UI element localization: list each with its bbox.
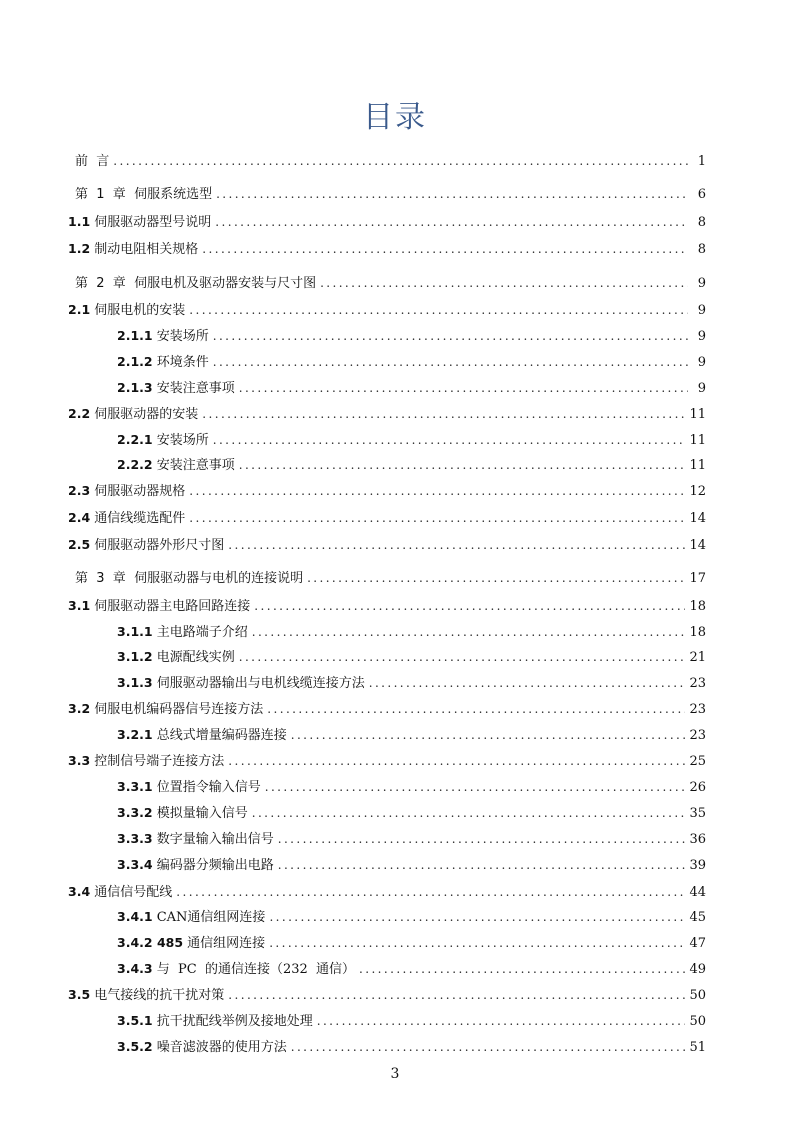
toc-leader-dots (113, 151, 688, 171)
toc-entry-page: 8 (697, 242, 706, 257)
toc-leader-dots (202, 239, 688, 259)
toc-entry-number: 3.3.2 (117, 805, 153, 820)
toc-entry-page: 21 (689, 650, 706, 665)
toc-entry-page: 9 (697, 381, 706, 396)
toc-leader-dots (176, 882, 685, 902)
toc-leader-dots (228, 985, 685, 1005)
toc-entry-label: 安装场所 (152, 433, 209, 448)
toc-entry-label: 制动电阻相关规格 (90, 242, 199, 257)
toc-entry-label: 通信线缆选配件 (90, 511, 186, 526)
toc-entry-page: 18 (689, 625, 706, 640)
toc-entry-number: 2.2.1 (117, 432, 153, 447)
toc-entry-label: 总线式增量编码器连接 (152, 728, 287, 743)
toc-entry-page: 25 (689, 754, 706, 769)
toc-leader-dots (216, 184, 688, 204)
toc-entry-number: 3.1.2 (117, 649, 153, 664)
toc-entry-label: 安装场所 (152, 329, 209, 344)
toc-entry-page: 14 (689, 538, 706, 553)
toc-entry-number: 3.3.4 (117, 857, 153, 872)
toc-entry-label: 伺服驱动器的安装 (90, 407, 199, 422)
toc-leader-dots (189, 481, 685, 501)
toc-entry-label: 位置指令输入信号 (152, 780, 261, 795)
toc-entry-label: 伺服驱动器外形尺寸图 (90, 538, 225, 553)
toc-entry-label: 模拟量输入信号 (152, 806, 248, 821)
toc-entry-number: 2.3 (68, 483, 91, 498)
toc-leader-dots (269, 933, 685, 953)
toc-entry[interactable] (117, 777, 706, 797)
toc-entry-page: 17 (689, 571, 706, 586)
toc-entry-label: 安装注意事项 (152, 458, 235, 473)
toc-entry-page: 23 (689, 728, 706, 743)
toc-entry-label: 电气接线的抗干扰对策 (90, 988, 225, 1003)
toc-entry-page: 45 (689, 910, 706, 925)
toc-leader-dots (239, 378, 688, 398)
toc-entry-number: 3.1.1 (117, 624, 153, 639)
toc-entry-number: 2.2.2 (117, 457, 153, 472)
toc-entry-label: 第 2 章 伺服电机及驱动器安装与尺寸图 (75, 276, 317, 291)
toc-entry-label: 伺服驱动器输出与电机线缆连接方法 (152, 676, 365, 691)
toc-leader-dots (317, 1011, 686, 1031)
toc-entry[interactable] (68, 985, 706, 1005)
toc-entry-page: 47 (689, 936, 706, 951)
toc-entry[interactable] (68, 404, 706, 424)
toc-leader-dots (307, 568, 685, 588)
toc-entry[interactable] (117, 647, 706, 667)
toc-entry-label: 控制信号端子连接方法 (90, 754, 225, 769)
toc-entry-number: 3.4.3 (117, 961, 153, 976)
toc-entry-page: 39 (689, 858, 706, 873)
toc-leader-dots (265, 777, 686, 797)
toc-entry-page: 6 (697, 187, 706, 202)
toc-entry-label: 伺服驱动器规格 (90, 484, 186, 499)
toc-entry-number: 2.1 (68, 302, 91, 317)
toc-entry[interactable] (117, 855, 706, 875)
toc-leader-dots (213, 326, 688, 346)
toc-entry-label: 主电路端子介绍 (152, 625, 248, 640)
toc-entry[interactable] (75, 273, 706, 293)
toc-entry-number: 3.3 (68, 753, 91, 768)
toc-entry-number: 2.2 (68, 406, 91, 421)
toc-entry-page: 44 (689, 885, 706, 900)
toc-entry-number: 2.1.1 (117, 328, 153, 343)
toc-entry-page: 36 (689, 832, 706, 847)
toc-leader-dots (252, 803, 686, 823)
toc-entry[interactable] (68, 699, 706, 719)
toc-entry-number: 3.3.3 (117, 831, 153, 846)
toc-leader-dots (369, 673, 686, 693)
toc-entry[interactable] (68, 212, 706, 232)
toc-entry-page: 23 (689, 702, 706, 717)
toc-leader-dots (239, 455, 686, 475)
toc-entry-page: 8 (697, 215, 706, 230)
toc-entry[interactable] (117, 933, 706, 953)
toc-entry-number: 3.4.2 485 (117, 935, 184, 950)
toc-entry-page: 26 (689, 780, 706, 795)
toc-leader-dots (213, 352, 688, 372)
toc-entry[interactable] (68, 481, 706, 501)
toc-leader-dots (215, 212, 688, 232)
toc-entry-label: 伺服驱动器型号说明 (90, 215, 212, 230)
toc-entry-number: 3.5.1 (117, 1013, 153, 1028)
toc-entry-label: 噪音滤波器的使用方法 (152, 1040, 287, 1055)
toc-entry-page: 14 (689, 511, 706, 526)
toc-entry-page: 50 (689, 1014, 706, 1029)
toc-entry-label: 电源配线实例 (152, 650, 235, 665)
toc-entry-page: 12 (689, 484, 706, 499)
toc-entry-page: 11 (689, 407, 706, 422)
toc-entry[interactable] (75, 151, 706, 171)
toc-entry-label: 伺服电机编码器信号连接方法 (90, 702, 264, 717)
toc-leader-dots (278, 829, 686, 849)
toc-entry[interactable] (117, 430, 706, 450)
toc-entry-label: 环境条件 (152, 355, 209, 370)
toc-entry-number: 3.1.3 (117, 675, 153, 690)
toc-entry-page: 18 (689, 599, 706, 614)
toc-entry[interactable] (117, 673, 706, 693)
toc-entry-label: 第 3 章 伺服驱动器与电机的连接说明 (75, 571, 304, 586)
toc-entry-number: 2.5 (68, 537, 91, 552)
toc-entry-label: 伺服驱动器主电路回路连接 (90, 599, 251, 614)
toc-entry-number: 3.2 (68, 701, 91, 716)
toc-leader-dots (189, 508, 685, 528)
toc-entry-number: 3.1 (68, 598, 91, 613)
toc-entry[interactable] (68, 535, 706, 555)
toc-leader-dots (228, 751, 685, 771)
toc-leader-dots (267, 699, 685, 719)
toc-entry-number: 3.5 (68, 987, 91, 1002)
toc-entry-label: 通信信号配线 (90, 885, 173, 900)
toc-entry[interactable] (117, 378, 706, 398)
toc-entry[interactable] (68, 596, 706, 616)
toc-entry-number: 1.1 (68, 214, 91, 229)
toc-entry-page: 50 (689, 988, 706, 1003)
toc-entry[interactable] (75, 568, 706, 588)
toc-entry[interactable] (117, 326, 706, 346)
toc-entry[interactable] (117, 803, 706, 823)
toc-leader-dots (239, 647, 686, 667)
toc-entry-page: 49 (689, 962, 706, 977)
toc-entry[interactable] (117, 959, 706, 979)
toc-entry[interactable] (117, 455, 706, 475)
toc-entry-number: 3.4.1 (117, 909, 153, 924)
toc-entry-page: 51 (689, 1040, 706, 1055)
toc-entry-label: 伺服电机的安装 (90, 303, 186, 318)
toc-entry-page: 1 (697, 154, 706, 169)
toc-leader-dots (202, 404, 685, 424)
toc-entry-number: 3.3.1 (117, 779, 153, 794)
toc-entry[interactable] (117, 829, 706, 849)
toc-entry-label: 第 1 章 伺服系统选型 (75, 187, 213, 202)
toc-entry[interactable] (117, 1037, 706, 1057)
toc-entry-label: 抗干扰配线举例及接地处理 (152, 1014, 313, 1029)
toc-entry-label: 安装注意事项 (152, 381, 235, 396)
toc-entry-page: 9 (697, 355, 706, 370)
toc-entry[interactable] (68, 239, 706, 259)
toc-entry[interactable] (117, 352, 706, 372)
toc-entry-label: 与 PC 的通信连接（232 通信） (152, 962, 356, 977)
toc-leader-dots (228, 535, 685, 555)
toc-leader-dots (252, 622, 686, 642)
toc-entry-label: 数字量输入输出信号 (152, 832, 274, 847)
toc-entry[interactable] (75, 184, 706, 204)
toc-leader-dots (291, 1037, 686, 1057)
toc-entry-page: 23 (689, 676, 706, 691)
toc-entry-page: 9 (697, 329, 706, 344)
toc-leader-dots (320, 273, 688, 293)
toc-leader-dots (359, 959, 685, 979)
toc-entry-number: 2.4 (68, 510, 91, 525)
toc-leader-dots (291, 725, 686, 745)
toc-leader-dots (189, 300, 688, 320)
toc-entry-label: 前 言 (75, 154, 110, 169)
toc-entry-page: 11 (689, 433, 706, 448)
toc-entry-number: 2.1.3 (117, 380, 153, 395)
toc-entry[interactable] (117, 1011, 706, 1031)
toc-entry-label: 通信组网连接 (183, 936, 266, 951)
toc-leader-dots (213, 430, 686, 450)
toc-title: 目录 (363, 100, 427, 135)
toc-entry-page: 9 (697, 303, 706, 318)
toc-entry-number: 2.1.2 (117, 354, 153, 369)
toc-leader-dots (269, 907, 685, 927)
toc-entry-number: 1.2 (68, 241, 91, 256)
toc-entry-page: 9 (697, 276, 706, 291)
toc-entry[interactable] (117, 725, 706, 745)
toc-leader-dots (254, 596, 685, 616)
toc-entry[interactable] (117, 907, 706, 927)
toc-leader-dots (278, 855, 686, 875)
toc-entry-page: 35 (689, 806, 706, 821)
toc-entry[interactable] (68, 300, 706, 320)
toc-entry-number: 3.5.2 (117, 1039, 153, 1054)
toc-entry-number: 3.2.1 (117, 727, 153, 742)
page-number: 3 (390, 1066, 400, 1082)
toc-entry-number: 3.4 (68, 884, 91, 899)
toc-entry-label: CAN通信组网连接 (152, 910, 266, 925)
toc-entry[interactable] (117, 622, 706, 642)
toc-entry-label: 编码器分频输出电路 (152, 858, 274, 873)
toc-entry-page: 11 (689, 458, 706, 473)
toc-entry[interactable] (68, 751, 706, 771)
toc-entry[interactable] (68, 882, 706, 902)
toc-entry[interactable] (68, 508, 706, 528)
